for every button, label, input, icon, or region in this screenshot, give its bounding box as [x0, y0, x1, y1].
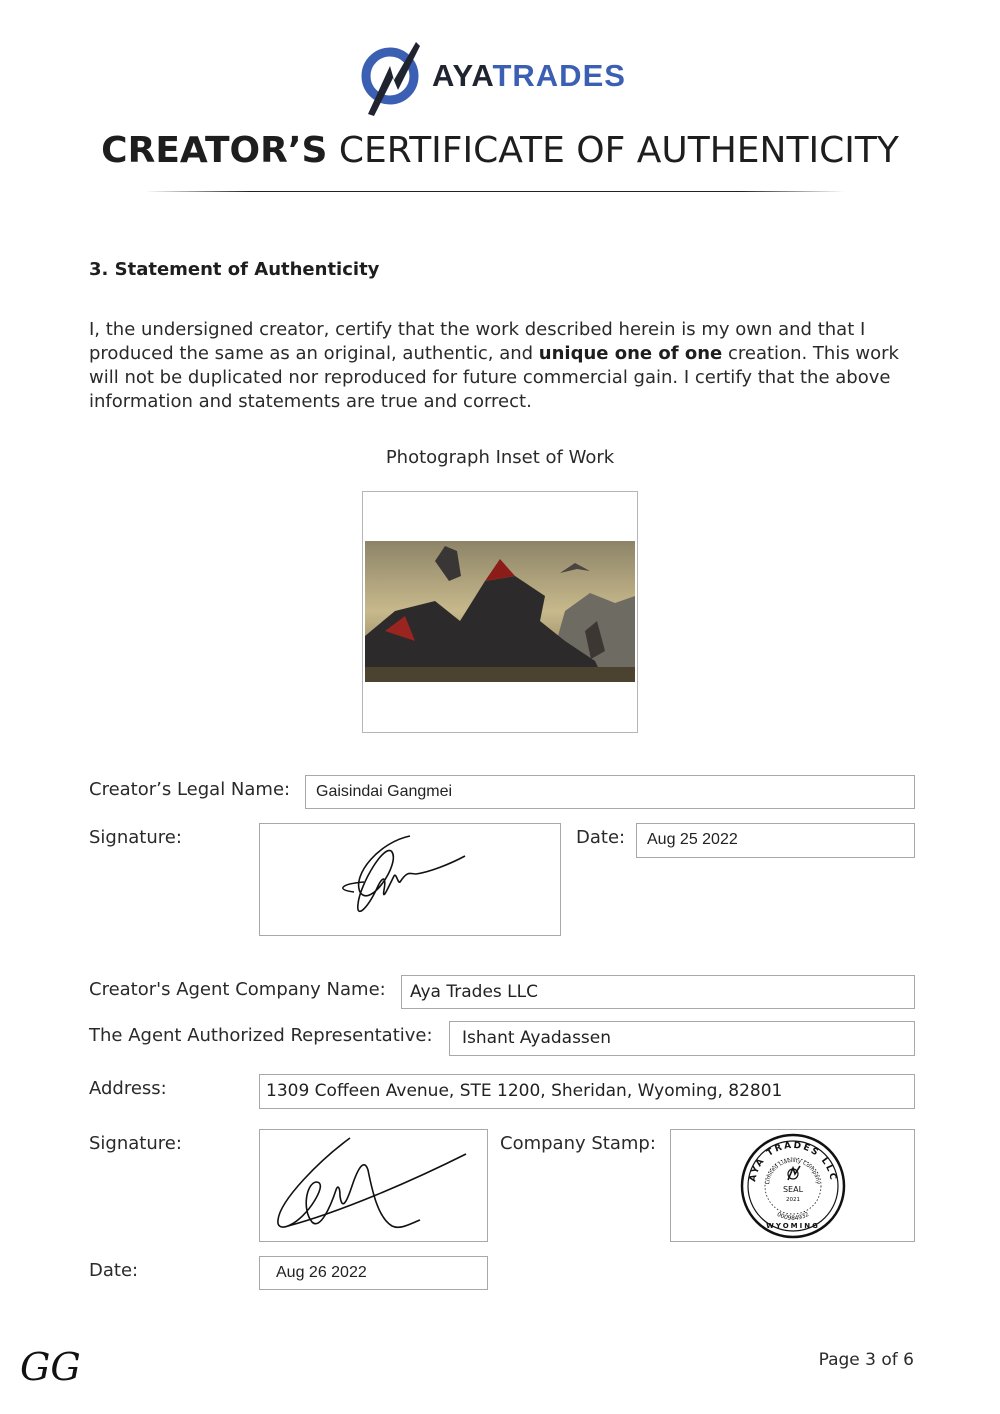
address-label: Address: — [89, 1078, 167, 1099]
creator-date-label: Date: — [576, 827, 626, 848]
photo-caption: Photograph Inset of Work — [385, 447, 615, 468]
creator-name-field[interactable]: Gaisindai Gangmei — [305, 775, 915, 809]
creator-signature-icon — [260, 824, 560, 935]
title-divider — [145, 191, 845, 192]
agent-date-label: Date: — [89, 1260, 139, 1281]
agent-company-label: Creator's Agent Company Name: — [89, 979, 386, 1000]
company-stamp-label: Company Stamp: — [500, 1133, 656, 1154]
svg-text:Limited Liability Company: Limited Liability Company — [765, 1157, 821, 1185]
agent-signature-icon — [260, 1130, 487, 1241]
artwork-photo — [365, 541, 635, 682]
agent-signature-box[interactable] — [259, 1129, 488, 1242]
statement-paragraph: I, the undersigned creator, certify that the work described herein is my own and that I produced the same as an original, authentic, and unique one of one creation. This work will not be duplicated nor reproduced for future commercial gain. I certify that the above information and statements are true and correct. — [89, 319, 899, 412]
creator-date-field[interactable]: Aug 25 2022 — [636, 823, 915, 858]
svg-text:WYOMING: WYOMING — [766, 1222, 820, 1230]
initials: GG — [20, 1345, 81, 1389]
svg-text:SEAL: SEAL — [782, 1185, 804, 1194]
section-heading: 3. Statement of Authenticity — [89, 259, 380, 280]
agent-signature-label: Signature: — [89, 1133, 182, 1154]
agent-rep-field[interactable]: Ishant Ayadassen — [449, 1021, 915, 1056]
svg-text:2021: 2021 — [786, 1197, 800, 1203]
agent-date-field[interactable]: Aug 26 2022 — [259, 1256, 488, 1290]
agent-company-field[interactable]: Aya Trades LLC — [401, 975, 915, 1009]
creator-name-label: Creator’s Legal Name: — [89, 779, 291, 800]
company-stamp-box — [670, 1129, 915, 1242]
creator-signature-box[interactable] — [259, 823, 561, 936]
certificate-title: CREATOR’S CERTIFICATE OF AUTHENTICITY — [101, 130, 899, 171]
svg-text:AYA TRADES LLC: AYA TRADES LLC — [748, 1140, 838, 1183]
brand-name: AYATRADES — [432, 58, 626, 93]
address-field[interactable]: 1309 Coffeen Avenue, STE 1200, Sheridan, Wyoming, 82801 — [259, 1074, 915, 1109]
creator-signature-label: Signature: — [89, 827, 182, 848]
svg-text:000984932: 000984932 — [775, 1210, 811, 1222]
agent-rep-label: The Agent Authorized Representative: — [89, 1025, 433, 1046]
page-number: Page 3 of 6 — [818, 1350, 914, 1370]
company-stamp-seal-icon — [671, 1130, 914, 1241]
